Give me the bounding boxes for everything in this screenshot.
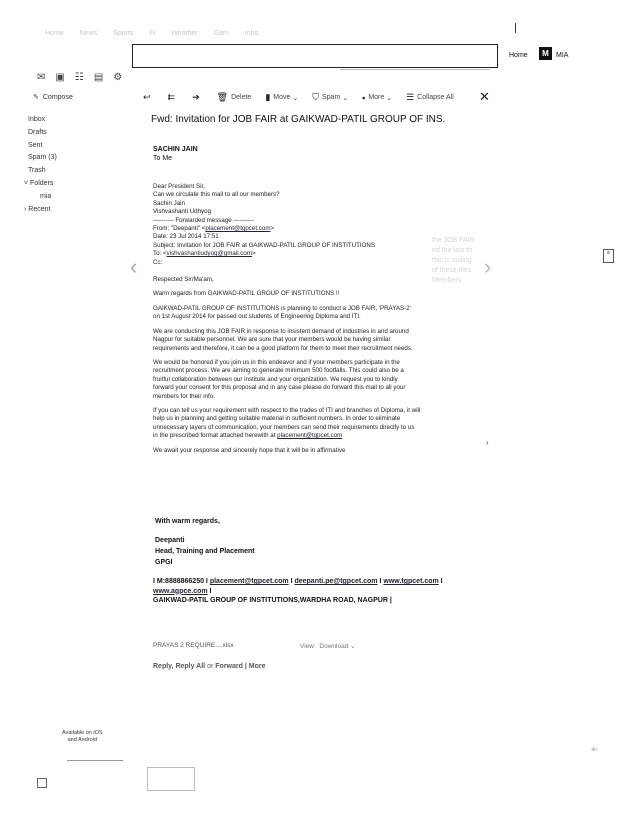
contact-email-2[interactable]: deepanti.pe@tgpcet.com (294, 578, 378, 585)
forward-link[interactable]: Forward (215, 663, 243, 670)
sidebar-item-recent[interactable] (24, 206, 57, 219)
user-name[interactable]: MIA (556, 52, 569, 59)
search-input[interactable] (132, 44, 498, 68)
reply-all-button[interactable] (168, 92, 179, 103)
compose-button[interactable] (33, 93, 73, 101)
attachment-name[interactable]: PRAYAS 2 REQUIRE....xlsx (153, 642, 234, 649)
chevron-down-icon: ⌄ (342, 94, 349, 102)
more-label: More (368, 94, 385, 101)
folder-icon: ▮ (265, 92, 271, 102)
sig-name: Deepanti (155, 537, 185, 544)
contact-block: I M:8888866250 I placement@tgpcet.com I deepanti.pe@tgpcet.com I www.tgpcet.com I www.agpce.com I GAIKWAD-PATIL GROUP OF INSTITUTIONS,WARDHA ROAD, NAGPUR | (153, 577, 483, 606)
collapse-all-button[interactable] (406, 92, 454, 103)
chevron-down-icon: ⌄ (292, 94, 299, 102)
nav-games[interactable]: Gam (213, 30, 229, 37)
nav-more[interactable]: mbo (244, 30, 259, 37)
forward-button[interactable] (192, 92, 203, 103)
document-icon[interactable]: ≡ (603, 249, 614, 263)
nav-news[interactable]: News (79, 30, 98, 37)
from-email-link[interactable]: placement@tgpcet.com (205, 225, 271, 233)
folders-label: Folders (30, 179, 54, 187)
chevron-down-icon: ˅ (24, 179, 29, 187)
to-email-link[interactable]: vishvashantiudyog@gmail.com (166, 250, 252, 258)
expand-icon[interactable]: › (486, 438, 489, 447)
more-icon: ▪ (362, 92, 366, 103)
notepad-icon[interactable]: ▤ (93, 72, 104, 83)
chevron-down-icon: ⌄ (386, 94, 393, 102)
reply-or: or (207, 663, 214, 670)
spam-label: Spam (321, 94, 341, 101)
sidebar-item-drafts[interactable]: Drafts (28, 128, 47, 136)
reply-sep: | (244, 663, 247, 670)
nav-home[interactable]: Home (45, 30, 64, 37)
chevron-down-icon: ⌄ (350, 643, 356, 650)
contacts-icon[interactable]: ▣ (55, 72, 65, 83)
nav-sports[interactable]: Sports (113, 30, 134, 37)
sidebar-item-trash[interactable]: Trash (28, 167, 46, 175)
collapse-icon: ☰ (406, 92, 415, 102)
move-button[interactable] (265, 92, 298, 103)
avatar[interactable]: M (539, 47, 552, 60)
sig-title: Head, Training and Placement (155, 548, 255, 555)
next-message-icon[interactable]: › (484, 254, 492, 279)
more-link[interactable]: More (248, 663, 266, 670)
reply-link[interactable]: Reply (153, 663, 172, 670)
trash-icon: 🗑 (216, 92, 229, 102)
folder-list (24, 116, 57, 218)
pencil-icon: ✎ (33, 94, 39, 101)
sender-name[interactable]: SACHIN JAIN (153, 146, 198, 153)
scan-mark-icon: ☙ (590, 744, 599, 754)
reply-icon: ↩ (143, 92, 151, 102)
compose-label: Compose (42, 93, 73, 101)
sig-org: GPGI (155, 559, 173, 566)
reply-row: Reply, Reply All or Forward | More (153, 663, 266, 670)
reply-all-link[interactable]: Reply All (175, 663, 206, 670)
more-button[interactable] (362, 93, 392, 103)
sidebar-item-mia[interactable]: mia (40, 192, 52, 200)
cursor-bar (515, 23, 516, 33)
search-underline (340, 66, 490, 70)
view-link[interactable]: View (300, 643, 314, 650)
message-toolbar (143, 92, 468, 103)
sidebar-item-sent[interactable]: Sent (28, 141, 43, 149)
settings-icon[interactable]: ⚙ (113, 72, 123, 83)
closing: With warm regards, (155, 518, 220, 525)
contact-website-1[interactable]: www.tgpcet.com (383, 578, 439, 585)
spam-button[interactable] (312, 92, 348, 103)
mail-icon[interactable]: ✉ (37, 72, 46, 83)
home-link[interactable]: Home (509, 52, 528, 59)
delete-label: Delete (231, 94, 252, 101)
nav-finance[interactable]: Fi (149, 30, 156, 37)
placement-email-link[interactable]: placement@tgpcet.com (277, 432, 343, 440)
message-body: Dear President Sir, Can we circulate this mail to all our members? Sachin Jain Vishvashanti Udhyog ---------- Forwarded message ---------- From: "Deepanti" <placement@tgpcet.com> Date: 23 Jul 2014 17:51 Subject: Invitation for JOB FAIR at GAIKWAD-PATIL GROUP OF INSTITUTIONS To: <vishvashantiudyog@gmail.com> Cc: Respected Sir/Ma'am, Warm regards from GAIKWAD-PATIL GROUP OF INSTITUTIONS !! GAIKWAD-PATIL GROUP OF INSTITUTIONS is planning to conduct a JOB FAIR, 'PRAYAS-2' on 1st August 2014 for passed out students of Engineering Diploma and ITI. We are conducting this JOB FAIR in response to insistent demand of industries in and around Nagpur for suitable personnel. We are sure that your members would be having similar requirements and therefore, it can be a good platform for them to meet their recruitment needs. We would be honored if you join us in this endeavor and if your members participate in the recruitment process. We are aiming to generate minimum 500 footfalls. This could also be a fruitful collaboration between our institute and your organization. We request you to kindly forward your consent for this proposal and in any case please do forward this mail to all your members for their info. If you can tell us your requirement with respect to the trades of ITI and branches of Diploma, it will help us in planning and getting suitable material in sufficient numbers. In order to eliminate unnecessary layers of communication, your members can send their requirements directly to us in the prescribed format attached herewith at placement@tgpcet.com We await your response and sincerely hope that it will be in affirmative (153, 183, 421, 454)
close-icon[interactable]: ✕ (479, 89, 490, 104)
move-label: Move (273, 94, 291, 101)
app-availability[interactable]: Available on iOS and Android (62, 730, 103, 743)
sidebar-item-spam[interactable]: Spam (3) (28, 154, 57, 162)
delete-button[interactable] (217, 92, 252, 103)
recent-label: Recent (28, 205, 51, 213)
reply-button[interactable] (143, 92, 154, 103)
contact-email-1[interactable]: placement@tgpcet.com (209, 578, 289, 585)
message-subject: Fwd: Invitation for JOB FAIR at GAIKWAD-PATIL GROUP OF INS. (151, 114, 446, 125)
chevron-right-icon: › (24, 205, 27, 213)
ghost-text: the JOB FAIR ed the last th this is sailing of these files Members (432, 237, 475, 284)
sidebar-item-inbox[interactable]: Inbox (28, 116, 46, 123)
mail-icon-row (37, 72, 122, 83)
contact-address: GAIKWAD-PATIL GROUP OF INSTITUTIONS,WARDHA ROAD, NAGPUR | (153, 597, 392, 604)
contact-website-2[interactable]: www.agpce.com (153, 587, 208, 595)
calendar-icon[interactable]: ☷ (74, 72, 84, 83)
previous-message-icon[interactable]: ‹ (130, 254, 138, 279)
divider (67, 760, 123, 761)
image-icon[interactable] (37, 778, 47, 788)
forward-icon: ➔ (192, 92, 200, 102)
download-link[interactable]: Download (319, 643, 349, 650)
reply-all-icon: ⇇ (167, 92, 176, 102)
top-nav (45, 30, 274, 37)
signature (155, 516, 255, 568)
ad-box[interactable] (147, 767, 195, 791)
sidebar-item-folders[interactable] (24, 180, 57, 193)
attachment-actions (300, 642, 356, 650)
recipient: To Me (153, 155, 173, 162)
shield-icon: ⛉ (312, 92, 319, 102)
nav-weather[interactable]: Weather (171, 30, 198, 37)
collapse-label: Collapse All (417, 94, 454, 101)
